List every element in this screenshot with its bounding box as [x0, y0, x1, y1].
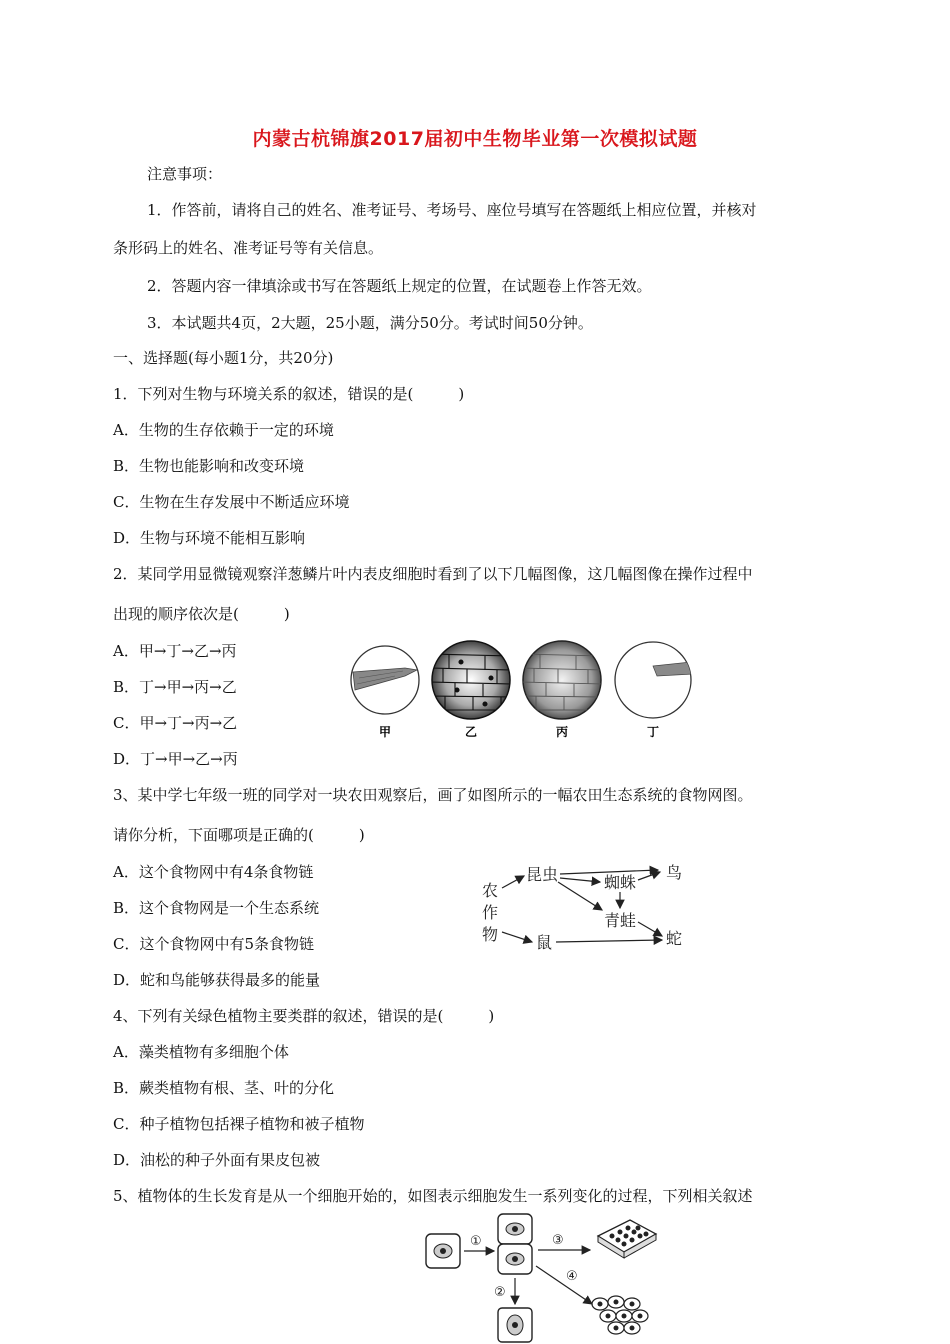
q2-option-c: C．甲→丁→丙→乙	[113, 714, 238, 732]
view-ding	[615, 642, 693, 718]
q1-option-d: D．生物与环境不能相互影响	[113, 529, 306, 547]
cell-pair	[498, 1214, 532, 1274]
node-mouse: 鼠	[536, 933, 553, 952]
q2-option-d: D．丁→甲→乙→丙	[113, 750, 238, 768]
q4-option-b: B．蕨类植物有根、茎、叶的分化	[113, 1079, 335, 1097]
node-crop-3: 物	[482, 925, 499, 944]
view-jia	[351, 646, 419, 714]
page-title: 内蒙古杭锦旗2017届初中生物毕业第一次模拟试题	[252, 128, 698, 150]
tissue-block	[598, 1220, 656, 1258]
view-bing	[522, 641, 602, 719]
q3-option-b: B．这个食物网是一个生态系统	[113, 899, 320, 917]
caption-ding: 丁	[646, 725, 660, 739]
q2-option-b: B．丁→甲→丙→乙	[113, 678, 237, 696]
cell-single	[426, 1234, 460, 1268]
step-4-label: ④	[566, 1269, 578, 1284]
q3-stem: 3、某中学七年级一班的同学对一块农田观察后，画了如图所示的一幅农田生态系统的食物网图。	[113, 786, 753, 804]
q5-stem: 5、植物体的生长发育是从一个细胞开始的，如图表示细胞发生一系列变化的过程，下列相关叙述	[113, 1187, 753, 1205]
node-snake: 蛇	[666, 929, 683, 948]
q3-option-a: A．这个食物网中有4条食物链	[113, 863, 314, 881]
q4-option-d: D．油松的种子外面有果皮包被	[113, 1151, 321, 1169]
notice-item-1-cont: 条形码上的姓名、准考证号等有关信息。	[113, 239, 384, 257]
q3-option-d: D．蛇和鸟能够获得最多的能量	[113, 971, 321, 989]
notice-item-2: 2．答题内容一律填涂或书写在答题纸上规定的位置，在试题卷上作答无效。	[147, 277, 652, 295]
q2-stem-cont: 出现的顺序依次是( )	[113, 605, 290, 623]
q2-option-a: A．甲→丁→乙→丙	[113, 642, 237, 660]
q1-option-a: A．生物的生存依赖于一定的环境	[113, 421, 334, 439]
cell-elongated	[498, 1308, 532, 1342]
caption-yi: 乙	[464, 725, 478, 739]
caption-bing: 丙	[555, 725, 569, 739]
notice-heading: 注意事项：	[147, 165, 223, 183]
food-web-figure	[470, 852, 710, 962]
node-crop-1: 农	[482, 881, 499, 900]
view-yi	[431, 641, 511, 719]
step-2-label: ②	[494, 1285, 506, 1300]
section-heading: 一、选择题(每小题1分，共20分)	[113, 349, 334, 367]
step-3-label: ③	[552, 1233, 564, 1248]
q4-stem: 4、下列有关绿色植物主要类群的叙述，错误的是( )	[113, 1007, 495, 1025]
node-bird: 鸟	[666, 863, 683, 882]
round-cells	[592, 1296, 648, 1334]
node-crop-2: 作	[482, 903, 499, 922]
cell-division-figure	[420, 1208, 660, 1344]
notice-item-1: 1．作答前，请将自己的姓名、准考证号、考场号、座位号填写在答题纸上相应位置，并核对	[147, 201, 757, 219]
node-spider: 蜘蛛	[604, 873, 637, 892]
q3-option-c: C．这个食物网中有5条食物链	[113, 935, 315, 953]
node-frog: 青蛙	[604, 911, 637, 930]
q3-stem-cont: 请你分析，下面哪项是正确的( )	[113, 826, 365, 844]
q1-stem: 1．下列对生物与环境关系的叙述，错误的是( )	[113, 385, 465, 403]
q4-option-a: A．藻类植物有多细胞个体	[113, 1043, 289, 1061]
caption-jia: 甲	[378, 725, 392, 739]
q2-stem: 2．某同学用显微镜观察洋葱鳞片叶内表皮细胞时看到了以下几幅图像，这几幅图像在操作过程中	[113, 565, 753, 583]
microscope-views-figure	[345, 640, 705, 740]
step-1-label: ①	[470, 1234, 482, 1249]
q1-option-b: B．生物也能影响和改变环境	[113, 457, 305, 475]
q1-option-c: C．生物在生存发展中不断适应环境	[113, 493, 350, 511]
q4-option-c: C．种子植物包括裸子植物和被子植物	[113, 1115, 365, 1133]
notice-item-3: 3．本试题共4页，2大题，25小题，满分50分。考试时间50分钟。	[147, 314, 593, 332]
node-insect: 昆虫	[526, 865, 559, 884]
